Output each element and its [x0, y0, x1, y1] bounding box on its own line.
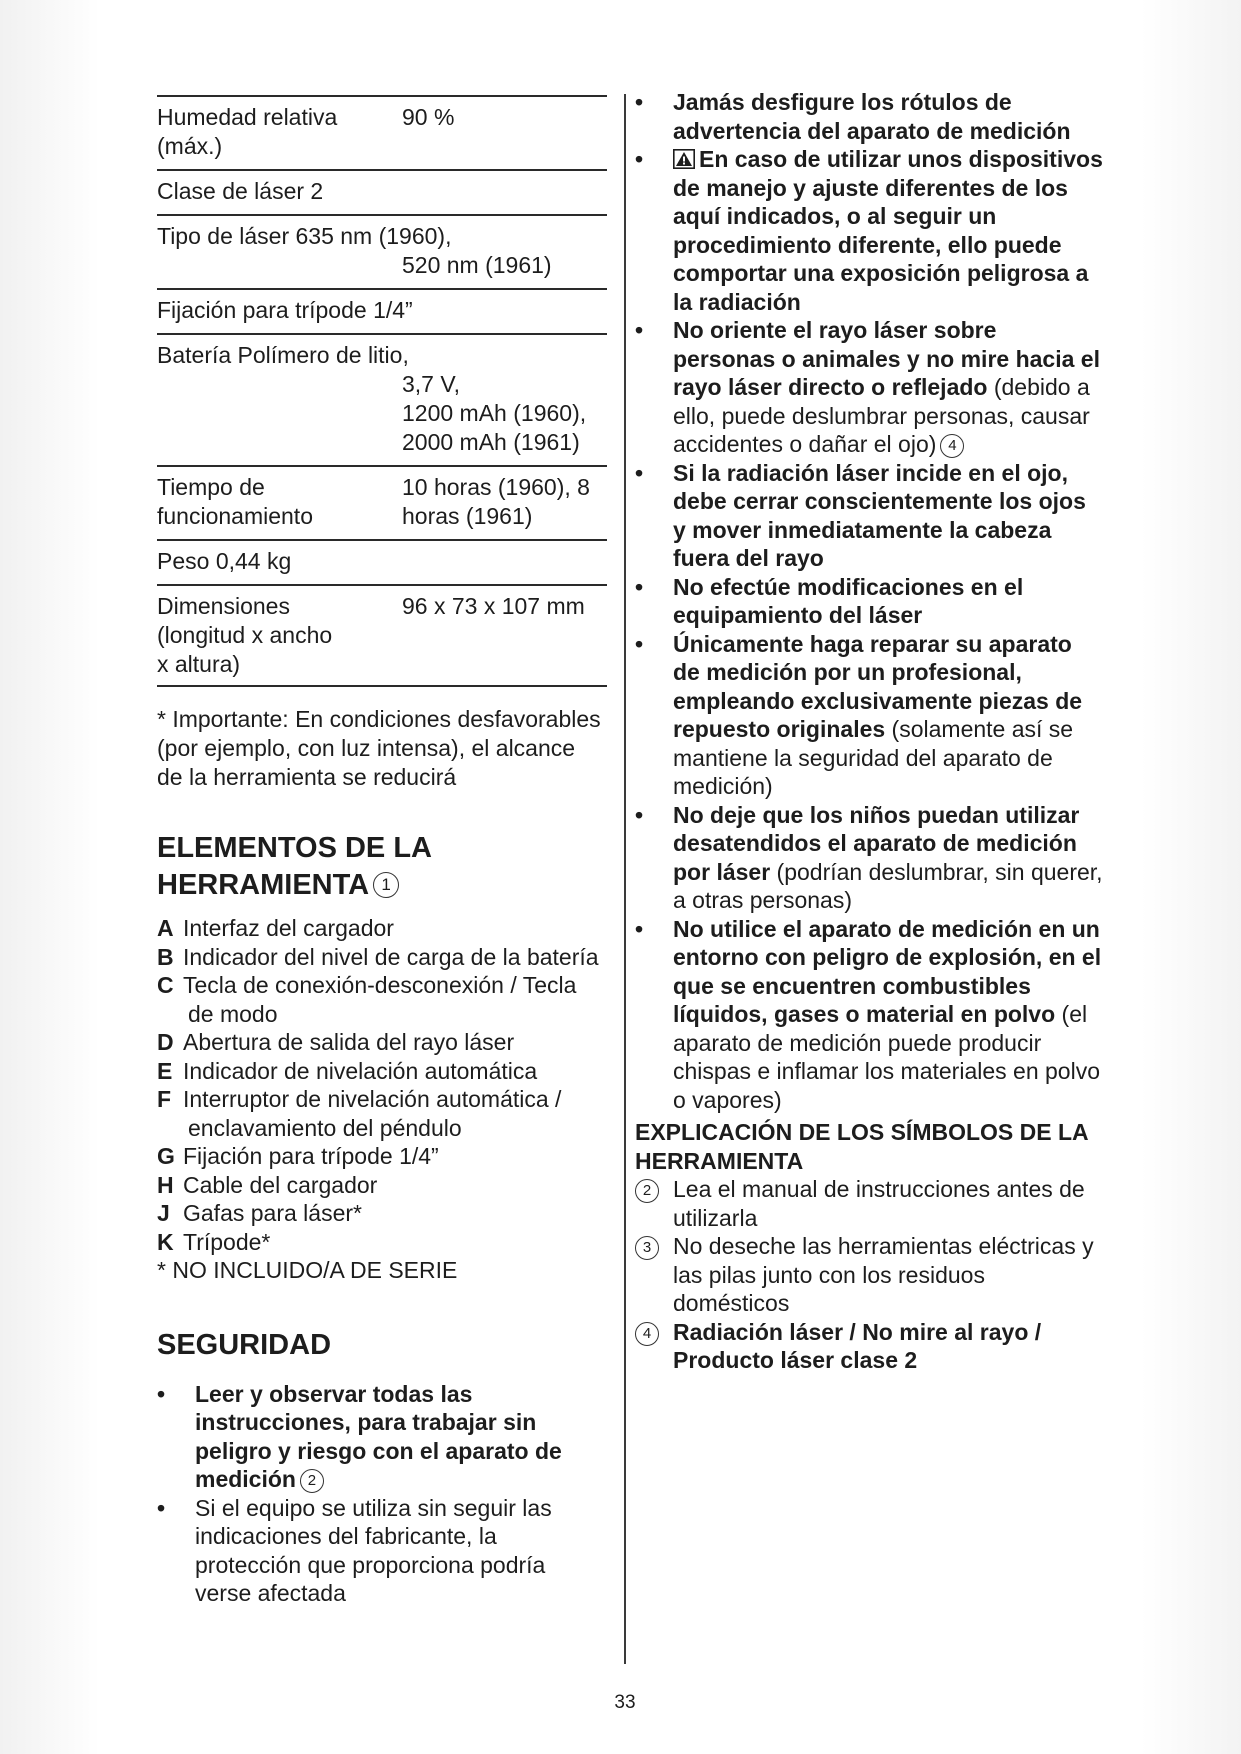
spec-continuation: 3,7 V, — [402, 371, 460, 397]
figure-ref-icon: 1 — [373, 872, 399, 898]
spec-row — [157, 216, 607, 290]
spec-text: Clase de láser 2 — [157, 178, 324, 204]
list-item: H Cable del cargador — [157, 1171, 378, 1198]
spec-text: Tipo de láser 635 nm (1960), — [157, 223, 452, 249]
elements-heading-line1: ELEMENTOS DE LA — [157, 832, 432, 864]
list-item: • No utilice el aparato de medición en un entorno con peligro de explosión, en el que se encuentren combustibles líquidos, gases o material en polvo (el aparato de medición puede producir chispas e inflamar los materiales en polvo o vapores) — [635, 915, 1105, 1115]
spec-value: 96 x 73 x 107 mm — [402, 593, 585, 619]
spec-continuation: 1200 mAh (1960), — [402, 400, 587, 426]
spec-table — [157, 95, 607, 687]
symbol-ref-icon: 2 — [635, 1179, 659, 1203]
spec-row — [157, 467, 607, 541]
spec-label: Tiempo de funcionamiento — [157, 474, 313, 529]
list-item: • Únicamente haga reparar su aparato de medición por un profesional, empleando exclusivamente piezas de repuesto originales (solamente así se mantiene la seguridad del aparato de medición) — [635, 630, 1105, 801]
spec-text: Fijación para trípode 1/4” — [157, 297, 413, 323]
list-item: • No efectúe modificaciones en el equipamiento del láser — [635, 573, 1105, 630]
list-item: J Gafas para láser* — [157, 1200, 362, 1226]
spec-label: Humedad relativa (máx.) — [157, 104, 338, 159]
symbol-ref-icon: 3 — [635, 1236, 659, 1260]
list-item: D Abertura de salida del rayo láser — [157, 1029, 515, 1055]
list-item: 2 Lea el manual de instrucciones antes de utilizarla — [635, 1175, 1105, 1232]
spec-continuation: 2000 mAh (1961) — [402, 429, 580, 455]
list-item: • No deje que los niños puedan utilizar desatendidos el aparato de medición por láser (podrían deslumbrar, sin querer, a otras personas) — [635, 801, 1105, 915]
list-item: G Fijación para trípode 1/4” — [157, 1143, 439, 1169]
spec-row — [157, 97, 607, 171]
spec-row — [157, 290, 607, 335]
spec-value: 90 % — [402, 104, 455, 130]
list-item: • No oriente el rayo láser sobre personas o animales y no mire hacia el rayo láser directo o reflejado (debido a ello, puede deslumbrar personas, causar accidentes o dañar el ojo) 4 — [635, 316, 1105, 459]
page-edge-shadow-right — [1141, 0, 1241, 1754]
list-item: B Indicador del nivel de carga de la batería — [157, 943, 599, 970]
spec-row — [157, 586, 607, 687]
page-edge-shadow-left — [0, 0, 100, 1754]
column-divider — [624, 94, 626, 1664]
spec-text: Batería Polímero de litio, — [157, 342, 409, 368]
symbol-ref-icon: 4 — [635, 1322, 659, 1346]
list-item: F Interruptor de nivelación automática / enclavamiento del péndulo — [157, 1086, 562, 1141]
list-item: K Trípode* — [157, 1228, 271, 1255]
security-heading: SEGURIDAD — [157, 1328, 332, 1361]
left-column — [157, 95, 607, 1608]
list-item: • Si el equipo se utiliza sin seguir las indicaciones del fabricante, la protección que proporciona podría verse afectada — [157, 1494, 607, 1608]
list-item: C Tecla de conexión-desconexión / Tecla de modo — [157, 972, 577, 1027]
elements-heading — [157, 830, 607, 904]
warning-icon — [673, 149, 695, 169]
elements-heading-line2: HERRAMIENTA — [157, 869, 370, 901]
figure-ref-icon: 2 — [300, 1469, 324, 1493]
spec-row — [157, 171, 607, 216]
list-item: • En caso de utilizar unos dispositivos de manejo y ajuste diferentes de los aquí indicados, o al seguir un procedimiento diferente, ello puede comportar una exposición peligrosa a la radiación — [635, 145, 1105, 316]
range-note: * Importante: En condiciones desfavorables (por ejemplo, con luz intensa), el alcance de la herramienta se reducirá — [157, 706, 601, 790]
list-item: • Leer y observar todas las instrucciones, para trabajar sin peligro y riesgo con el aparato de medición 2 — [157, 1380, 607, 1494]
spec-continuation: 520 nm (1961) — [402, 252, 552, 278]
page-number: 33 — [614, 1692, 636, 1713]
security-bullets-left — [157, 1380, 607, 1608]
elements-list — [157, 914, 607, 1285]
list-item: • Si la radiación láser incide en el ojo, debe cerrar conscientemente los ojos y mover inmediatamente la cabeza fuera del rayo — [635, 459, 1105, 573]
list-item: 4 Radiación láser / No mire al rayo / Producto láser clase 2 — [635, 1318, 1105, 1375]
spec-row — [157, 335, 607, 467]
spec-row — [157, 541, 607, 586]
spec-text: Peso 0,44 kg — [157, 548, 292, 574]
figure-ref-icon: 4 — [940, 434, 964, 458]
right-column — [635, 88, 1105, 1375]
symbols-heading: EXPLICACIÓN DE LOS SÍMBOLOS DE LA HERRAMIENTA — [635, 1119, 1088, 1174]
not-included-footnote: * NO INCLUIDO/A DE SERIE — [157, 1257, 458, 1283]
list-item: • Jamás desfigure los rótulos de advertencia del aparato de medición — [635, 88, 1105, 145]
spec-value: 10 horas (1960), 8 horas (1961) — [402, 474, 590, 529]
list-item: A Interfaz del cargador — [157, 915, 394, 941]
list-item: E Indicador de nivelación automática — [157, 1057, 538, 1084]
spec-label: Dimensiones (longitud x ancho x altura) — [157, 593, 333, 677]
list-item: 3 No deseche las herramientas eléctricas y las pilas junto con los residuos domésticos — [635, 1232, 1105, 1318]
